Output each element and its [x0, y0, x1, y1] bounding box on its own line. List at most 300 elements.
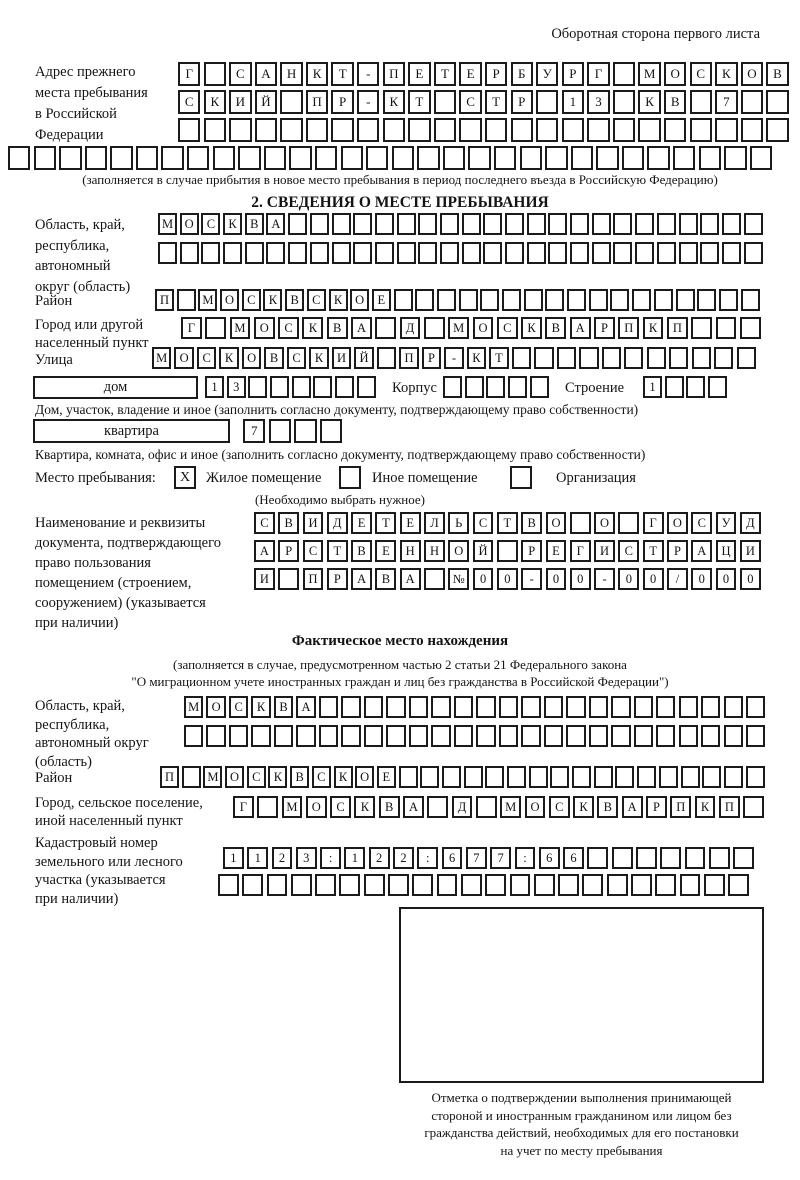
char-cell[interactable] — [611, 725, 630, 747]
char-cell[interactable] — [607, 874, 628, 896]
char-cell[interactable] — [315, 874, 336, 896]
char-cell[interactable]: С — [497, 317, 518, 339]
char-cell[interactable] — [280, 90, 302, 114]
char-cell[interactable] — [182, 766, 201, 788]
char-cell[interactable] — [339, 874, 360, 896]
char-cell[interactable] — [679, 242, 698, 264]
char-cell[interactable] — [613, 118, 635, 142]
char-cell[interactable] — [242, 874, 263, 896]
char-cell[interactable] — [544, 696, 563, 718]
char-cell[interactable] — [206, 725, 225, 747]
char-cell[interactable]: С — [330, 796, 351, 818]
char-cell[interactable] — [613, 213, 632, 235]
char-cell[interactable] — [680, 874, 701, 896]
char-cell[interactable] — [357, 376, 376, 398]
char-cell[interactable] — [634, 725, 653, 747]
char-cell[interactable] — [744, 242, 763, 264]
char-cell[interactable]: 7 — [715, 90, 737, 114]
char-cell[interactable]: 3 — [587, 90, 609, 114]
char-cell[interactable] — [204, 62, 226, 86]
char-cell[interactable] — [8, 146, 30, 170]
char-cell[interactable] — [251, 725, 270, 747]
char-cell[interactable]: П — [303, 568, 324, 590]
char-cell[interactable]: - — [594, 568, 615, 590]
char-cell[interactable]: М — [152, 347, 171, 369]
char-cell[interactable] — [434, 118, 456, 142]
char-cell[interactable] — [505, 242, 524, 264]
char-cell[interactable]: Т — [434, 62, 456, 86]
char-cell[interactable] — [332, 242, 351, 264]
char-cell[interactable] — [485, 874, 506, 896]
char-cell[interactable]: С — [254, 512, 275, 534]
char-cell[interactable]: Е — [459, 62, 481, 86]
char-cell[interactable] — [746, 766, 765, 788]
char-cell[interactable] — [245, 242, 264, 264]
char-cell[interactable] — [204, 118, 226, 142]
char-cell[interactable]: 0 — [618, 568, 639, 590]
char-cell[interactable]: 7 — [490, 847, 511, 869]
char-cell[interactable] — [750, 146, 772, 170]
char-cell[interactable] — [383, 118, 405, 142]
char-cell[interactable] — [724, 146, 746, 170]
char-cell[interactable] — [615, 766, 634, 788]
char-cell[interactable] — [178, 118, 200, 142]
char-cell[interactable] — [589, 725, 608, 747]
char-cell[interactable] — [702, 766, 721, 788]
char-cell[interactable]: О — [448, 540, 469, 562]
char-cell[interactable]: И — [254, 568, 275, 590]
char-cell[interactable]: 0 — [546, 568, 567, 590]
char-cell[interactable] — [508, 376, 527, 398]
char-cell[interactable] — [743, 796, 764, 818]
char-cell[interactable] — [744, 213, 763, 235]
char-cell[interactable] — [611, 696, 630, 718]
char-cell[interactable] — [529, 766, 548, 788]
char-cell[interactable]: К — [251, 696, 270, 718]
char-cell[interactable]: В — [664, 90, 686, 114]
char-cell[interactable] — [291, 874, 312, 896]
char-cell[interactable] — [701, 725, 720, 747]
char-cell[interactable] — [296, 725, 315, 747]
char-cell[interactable]: В — [379, 796, 400, 818]
char-cell[interactable]: И — [332, 347, 351, 369]
char-cell[interactable]: А — [570, 317, 591, 339]
char-cell[interactable] — [431, 725, 450, 747]
char-cell[interactable] — [722, 242, 741, 264]
char-cell[interactable] — [741, 90, 763, 114]
char-cell[interactable]: О — [667, 512, 688, 534]
char-cell[interactable] — [424, 317, 445, 339]
char-cell[interactable] — [686, 376, 705, 398]
char-cell[interactable] — [366, 146, 388, 170]
char-cell[interactable] — [459, 289, 478, 311]
char-cell[interactable] — [34, 146, 56, 170]
char-cell[interactable]: К — [302, 317, 323, 339]
char-cell[interactable]: А — [400, 568, 421, 590]
char-cell[interactable]: Р — [562, 62, 584, 86]
char-cell[interactable]: П — [306, 90, 328, 114]
char-cell[interactable] — [635, 242, 654, 264]
char-cell[interactable]: Н — [424, 540, 445, 562]
char-cell[interactable]: М — [184, 696, 203, 718]
char-cell[interactable] — [558, 874, 579, 896]
char-cell[interactable]: Ц — [716, 540, 737, 562]
char-cell[interactable]: В — [597, 796, 618, 818]
char-cell[interactable]: С — [690, 62, 712, 86]
char-cell[interactable]: Е — [400, 512, 421, 534]
char-cell[interactable]: О — [355, 766, 374, 788]
char-cell[interactable] — [636, 847, 657, 869]
char-cell[interactable] — [320, 419, 342, 443]
char-cell[interactable]: Д — [452, 796, 473, 818]
char-cell[interactable]: О — [174, 347, 193, 369]
char-cell[interactable]: Д — [740, 512, 761, 534]
char-cell[interactable]: 0 — [473, 568, 494, 590]
char-cell[interactable] — [375, 213, 394, 235]
char-cell[interactable]: Р — [667, 540, 688, 562]
char-cell[interactable] — [418, 213, 437, 235]
char-cell[interactable]: М — [203, 766, 222, 788]
char-cell[interactable]: Т — [408, 90, 430, 114]
char-cell[interactable]: 0 — [716, 568, 737, 590]
char-cell[interactable]: 1 — [247, 847, 268, 869]
char-cell[interactable] — [562, 118, 584, 142]
char-cell[interactable]: Д — [400, 317, 421, 339]
char-cell[interactable] — [613, 242, 632, 264]
char-cell[interactable] — [587, 847, 608, 869]
char-cell[interactable] — [647, 347, 666, 369]
char-cell[interactable]: С — [229, 62, 251, 86]
char-cell[interactable]: К — [223, 213, 242, 235]
char-cell[interactable] — [476, 696, 495, 718]
char-cell[interactable]: В — [245, 213, 264, 235]
char-cell[interactable]: Й — [255, 90, 277, 114]
char-cell[interactable] — [741, 118, 763, 142]
char-cell[interactable] — [399, 766, 418, 788]
char-cell[interactable]: С — [459, 90, 481, 114]
char-cell[interactable] — [714, 347, 733, 369]
char-cell[interactable]: В — [545, 317, 566, 339]
char-cell[interactable]: М — [500, 796, 521, 818]
char-cell[interactable] — [613, 62, 635, 86]
char-cell[interactable]: В — [264, 347, 283, 369]
char-cell[interactable] — [177, 289, 196, 311]
char-cell[interactable] — [377, 347, 396, 369]
char-cell[interactable]: 6 — [442, 847, 463, 869]
char-cell[interactable] — [424, 568, 445, 590]
char-cell[interactable] — [248, 376, 267, 398]
char-cell[interactable] — [465, 376, 484, 398]
char-cell[interactable] — [420, 766, 439, 788]
char-cell[interactable]: О — [180, 213, 199, 235]
char-cell[interactable] — [592, 242, 611, 264]
char-cell[interactable]: С — [178, 90, 200, 114]
char-cell[interactable]: : — [417, 847, 438, 869]
char-cell[interactable]: Р — [422, 347, 441, 369]
char-cell[interactable] — [417, 146, 439, 170]
char-cell[interactable]: 2 — [272, 847, 293, 869]
char-cell[interactable] — [724, 725, 743, 747]
char-cell[interactable]: 2 — [393, 847, 414, 869]
char-cell[interactable] — [454, 696, 473, 718]
char-cell[interactable]: Г — [570, 540, 591, 562]
char-cell[interactable] — [596, 146, 618, 170]
char-cell[interactable]: С — [197, 347, 216, 369]
char-cell[interactable]: Г — [643, 512, 664, 534]
char-cell[interactable]: К — [638, 90, 660, 114]
char-cell[interactable] — [461, 874, 482, 896]
char-cell[interactable] — [534, 347, 553, 369]
char-cell[interactable]: Д — [327, 512, 348, 534]
char-cell[interactable]: В — [285, 289, 304, 311]
char-cell[interactable] — [657, 213, 676, 235]
char-cell[interactable]: К — [715, 62, 737, 86]
char-cell[interactable]: 0 — [643, 568, 664, 590]
char-cell[interactable] — [229, 118, 251, 142]
char-cell[interactable]: У — [536, 62, 558, 86]
char-cell[interactable] — [280, 118, 302, 142]
char-cell[interactable] — [485, 118, 507, 142]
char-cell[interactable] — [409, 696, 428, 718]
char-cell[interactable] — [594, 766, 613, 788]
char-cell[interactable]: И — [594, 540, 615, 562]
char-cell[interactable]: П — [670, 796, 691, 818]
char-cell[interactable] — [704, 874, 725, 896]
char-cell[interactable]: К — [306, 62, 328, 86]
char-cell[interactable] — [412, 874, 433, 896]
char-cell[interactable] — [647, 146, 669, 170]
char-cell[interactable] — [507, 766, 526, 788]
char-cell[interactable] — [418, 242, 437, 264]
char-cell[interactable]: 0 — [570, 568, 591, 590]
char-cell[interactable] — [624, 347, 643, 369]
char-cell[interactable] — [476, 725, 495, 747]
char-cell[interactable] — [238, 146, 260, 170]
char-cell[interactable]: Е — [375, 540, 396, 562]
char-cell[interactable]: № — [448, 568, 469, 590]
char-cell[interactable] — [364, 696, 383, 718]
stay-option-other-checkbox[interactable] — [339, 466, 361, 489]
char-cell[interactable]: Й — [473, 540, 494, 562]
char-cell[interactable] — [699, 146, 721, 170]
char-cell[interactable]: А — [266, 213, 285, 235]
char-cell[interactable] — [288, 242, 307, 264]
char-cell[interactable] — [364, 874, 385, 896]
char-cell[interactable] — [566, 696, 585, 718]
char-cell[interactable] — [656, 725, 675, 747]
char-cell[interactable] — [536, 118, 558, 142]
char-cell[interactable] — [499, 725, 518, 747]
char-cell[interactable]: Г — [233, 796, 254, 818]
char-cell[interactable] — [158, 242, 177, 264]
char-cell[interactable]: - — [357, 90, 379, 114]
char-cell[interactable] — [534, 874, 555, 896]
char-cell[interactable]: К — [334, 766, 353, 788]
char-cell[interactable]: О — [225, 766, 244, 788]
char-cell[interactable] — [724, 696, 743, 718]
char-cell[interactable] — [415, 289, 434, 311]
char-cell[interactable] — [679, 213, 698, 235]
char-cell[interactable] — [524, 289, 543, 311]
char-cell[interactable]: О — [350, 289, 369, 311]
char-cell[interactable]: : — [320, 847, 341, 869]
char-cell[interactable]: К — [695, 796, 716, 818]
char-cell[interactable]: 1 — [344, 847, 365, 869]
char-cell[interactable]: В — [274, 696, 293, 718]
char-cell[interactable]: К — [268, 766, 287, 788]
char-cell[interactable] — [530, 376, 549, 398]
char-cell[interactable] — [480, 289, 499, 311]
char-cell[interactable]: В — [521, 512, 542, 534]
char-cell[interactable]: С — [201, 213, 220, 235]
char-cell[interactable] — [476, 796, 497, 818]
char-cell[interactable]: С — [473, 512, 494, 534]
char-cell[interactable] — [397, 213, 416, 235]
char-cell[interactable]: С — [229, 696, 248, 718]
char-cell[interactable] — [459, 118, 481, 142]
char-cell[interactable] — [520, 146, 542, 170]
char-cell[interactable] — [274, 725, 293, 747]
char-cell[interactable] — [264, 146, 286, 170]
char-cell[interactable] — [270, 376, 289, 398]
char-cell[interactable]: Г — [181, 317, 202, 339]
char-cell[interactable]: К — [383, 90, 405, 114]
char-cell[interactable]: 7 — [466, 847, 487, 869]
char-cell[interactable] — [278, 568, 299, 590]
char-cell[interactable]: В — [351, 540, 372, 562]
char-cell[interactable] — [715, 118, 737, 142]
char-cell[interactable]: Г — [587, 62, 609, 86]
char-cell[interactable]: Н — [400, 540, 421, 562]
char-cell[interactable]: Т — [643, 540, 664, 562]
char-cell[interactable] — [357, 118, 379, 142]
char-cell[interactable] — [690, 118, 712, 142]
char-cell[interactable] — [427, 796, 448, 818]
char-cell[interactable] — [521, 696, 540, 718]
char-cell[interactable]: Г — [178, 62, 200, 86]
char-cell[interactable] — [464, 766, 483, 788]
char-cell[interactable]: Л — [424, 512, 445, 534]
char-cell[interactable] — [746, 696, 765, 718]
char-cell[interactable] — [733, 847, 754, 869]
char-cell[interactable] — [589, 696, 608, 718]
char-cell[interactable] — [499, 696, 518, 718]
char-cell[interactable]: С — [691, 512, 712, 534]
char-cell[interactable] — [664, 118, 686, 142]
char-cell[interactable]: К — [643, 317, 664, 339]
char-cell[interactable] — [341, 725, 360, 747]
char-cell[interactable] — [545, 146, 567, 170]
char-cell[interactable] — [335, 376, 354, 398]
char-cell[interactable] — [110, 146, 132, 170]
char-cell[interactable]: Т — [375, 512, 396, 534]
char-cell[interactable]: И — [303, 512, 324, 534]
char-cell[interactable] — [443, 146, 465, 170]
char-cell[interactable] — [485, 766, 504, 788]
char-cell[interactable]: О — [306, 796, 327, 818]
char-cell[interactable]: 7 — [243, 419, 265, 443]
char-cell[interactable]: К — [204, 90, 226, 114]
char-cell[interactable] — [392, 146, 414, 170]
char-cell[interactable]: С — [303, 540, 324, 562]
char-cell[interactable]: В — [278, 512, 299, 534]
char-cell[interactable]: - — [444, 347, 463, 369]
char-cell[interactable]: 2 — [369, 847, 390, 869]
char-cell[interactable]: : — [515, 847, 536, 869]
char-cell[interactable] — [724, 766, 743, 788]
char-cell[interactable] — [331, 118, 353, 142]
char-cell[interactable]: А — [622, 796, 643, 818]
char-cell[interactable]: - — [357, 62, 379, 86]
char-cell[interactable] — [201, 242, 220, 264]
char-cell[interactable] — [397, 242, 416, 264]
char-cell[interactable] — [187, 146, 209, 170]
char-cell[interactable]: К — [521, 317, 542, 339]
char-cell[interactable] — [266, 242, 285, 264]
char-cell[interactable]: С — [242, 289, 261, 311]
char-cell[interactable] — [669, 347, 688, 369]
char-cell[interactable]: М — [198, 289, 217, 311]
char-cell[interactable] — [319, 725, 338, 747]
char-cell[interactable] — [431, 696, 450, 718]
char-cell[interactable]: 3 — [296, 847, 317, 869]
char-cell[interactable] — [545, 289, 564, 311]
char-cell[interactable]: Б — [511, 62, 533, 86]
char-cell[interactable]: А — [691, 540, 712, 562]
char-cell[interactable] — [310, 213, 329, 235]
char-cell[interactable]: В — [375, 568, 396, 590]
char-cell[interactable] — [85, 146, 107, 170]
char-cell[interactable] — [548, 242, 567, 264]
char-cell[interactable] — [180, 242, 199, 264]
char-cell[interactable]: 0 — [497, 568, 518, 590]
char-cell[interactable] — [353, 213, 372, 235]
char-cell[interactable]: Р — [327, 568, 348, 590]
stay-option-residential-checkbox[interactable]: X — [174, 466, 196, 489]
char-cell[interactable]: 1 — [562, 90, 584, 114]
char-cell[interactable]: Р — [646, 796, 667, 818]
char-cell[interactable] — [708, 376, 727, 398]
char-cell[interactable] — [766, 90, 788, 114]
char-cell[interactable]: 6 — [563, 847, 584, 869]
char-cell[interactable] — [722, 213, 741, 235]
char-cell[interactable]: А — [351, 568, 372, 590]
char-cell[interactable]: П — [160, 766, 179, 788]
char-cell[interactable] — [679, 725, 698, 747]
char-cell[interactable] — [267, 874, 288, 896]
char-cell[interactable]: И — [229, 90, 251, 114]
char-cell[interactable]: О — [546, 512, 567, 534]
char-cell[interactable] — [59, 146, 81, 170]
char-cell[interactable] — [289, 146, 311, 170]
char-cell[interactable] — [582, 874, 603, 896]
char-cell[interactable]: Е — [546, 540, 567, 562]
char-cell[interactable] — [434, 90, 456, 114]
char-cell[interactable] — [408, 118, 430, 142]
char-cell[interactable] — [341, 146, 363, 170]
char-cell[interactable]: Е — [351, 512, 372, 534]
char-cell[interactable] — [462, 213, 481, 235]
char-cell[interactable] — [213, 146, 235, 170]
char-cell[interactable] — [229, 725, 248, 747]
char-cell[interactable] — [557, 347, 576, 369]
char-cell[interactable] — [161, 146, 183, 170]
char-cell[interactable]: М — [638, 62, 660, 86]
char-cell[interactable]: Е — [372, 289, 391, 311]
char-cell[interactable] — [685, 847, 706, 869]
char-cell[interactable] — [375, 317, 396, 339]
char-cell[interactable] — [570, 213, 589, 235]
